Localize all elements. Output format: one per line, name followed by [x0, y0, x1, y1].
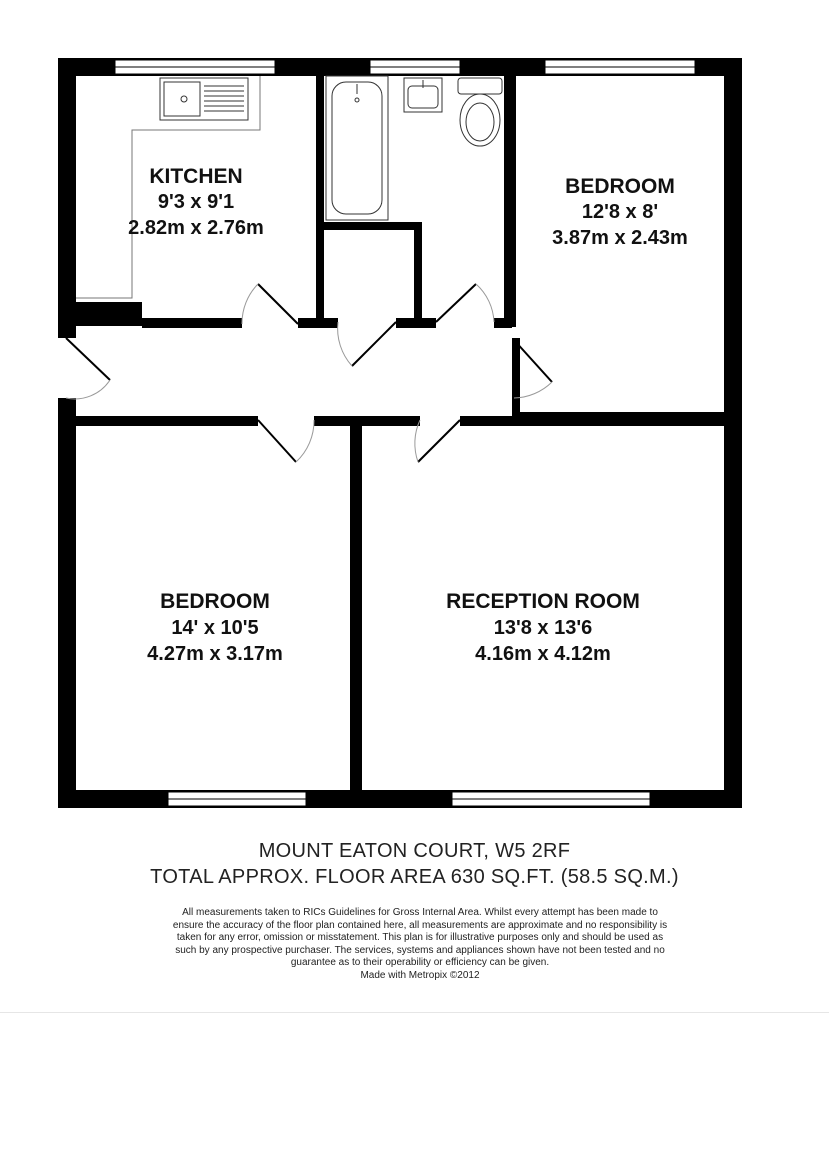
window-bedroom-upper — [545, 60, 695, 74]
bedroom-lower-name: BEDROOM — [160, 590, 270, 613]
credit-text: Made with Metropix ©2012 — [360, 969, 480, 981]
disclaimer-text: All measurements taken to RICs Guidelines for Gross Internal Area. Whilst every attempt has been made to ensure the accuracy of the floor plan contained here, all measurements are approximate and no responsibility is taken for any error, omission or misstatement. This plan is for illustrative purposes only and should be used as such by any prospective purchaser. The services, systems and appliances shown have not been tested and no guarantee as to their operability or efficiency can be given. — [172, 907, 668, 969]
disclaimer — [170, 907, 670, 983]
room-bedroom-lower — [147, 590, 283, 665]
bedroom-upper-name: BEDROOM — [565, 175, 675, 198]
room-kitchen — [128, 165, 264, 239]
bedroom-upper-imperial: 12'8 x 8' — [581, 201, 659, 223]
property-address: MOUNT EATON COURT, W5 2RF — [258, 840, 571, 862]
window-bathroom — [370, 60, 460, 74]
room-bedroom-upper — [552, 175, 688, 249]
bedroom-lower-imperial: 14' x 10'5 — [171, 617, 259, 639]
room-reception — [446, 590, 640, 665]
door-cupboard — [338, 322, 396, 366]
toilet-icon — [458, 78, 502, 146]
window-bedroom-lower — [168, 792, 306, 806]
door-kitchen — [242, 284, 298, 324]
bedroom-upper-metric: 3.87m x 2.43m — [552, 227, 688, 249]
divider — [0, 1012, 829, 1013]
bathtub-icon — [326, 76, 388, 220]
window-kitchen — [115, 60, 275, 74]
window-reception — [452, 792, 650, 806]
door-reception — [415, 420, 460, 462]
total-floor-area: TOTAL APPROX. FLOOR AREA 630 SQ.FT. (58.5 SQ.M.) — [150, 866, 679, 888]
reception-metric: 4.16m x 4.12m — [475, 643, 611, 665]
bedroom-lower-metric: 4.27m x 3.17m — [147, 643, 283, 665]
kitchen-imperial: 9'3 x 9'1 — [157, 191, 235, 213]
door-bathroom — [436, 284, 494, 322]
kitchen-metric: 2.82m x 2.76m — [128, 217, 264, 239]
sink-icon — [160, 78, 248, 120]
reception-name: RECEPTION ROOM — [446, 590, 640, 613]
reception-imperial: 13'8 x 13'6 — [493, 617, 593, 639]
basin-icon — [404, 78, 442, 112]
door-entrance — [66, 338, 110, 399]
door-bedroom-lower — [258, 420, 314, 462]
kitchen-name: KITCHEN — [149, 165, 243, 188]
